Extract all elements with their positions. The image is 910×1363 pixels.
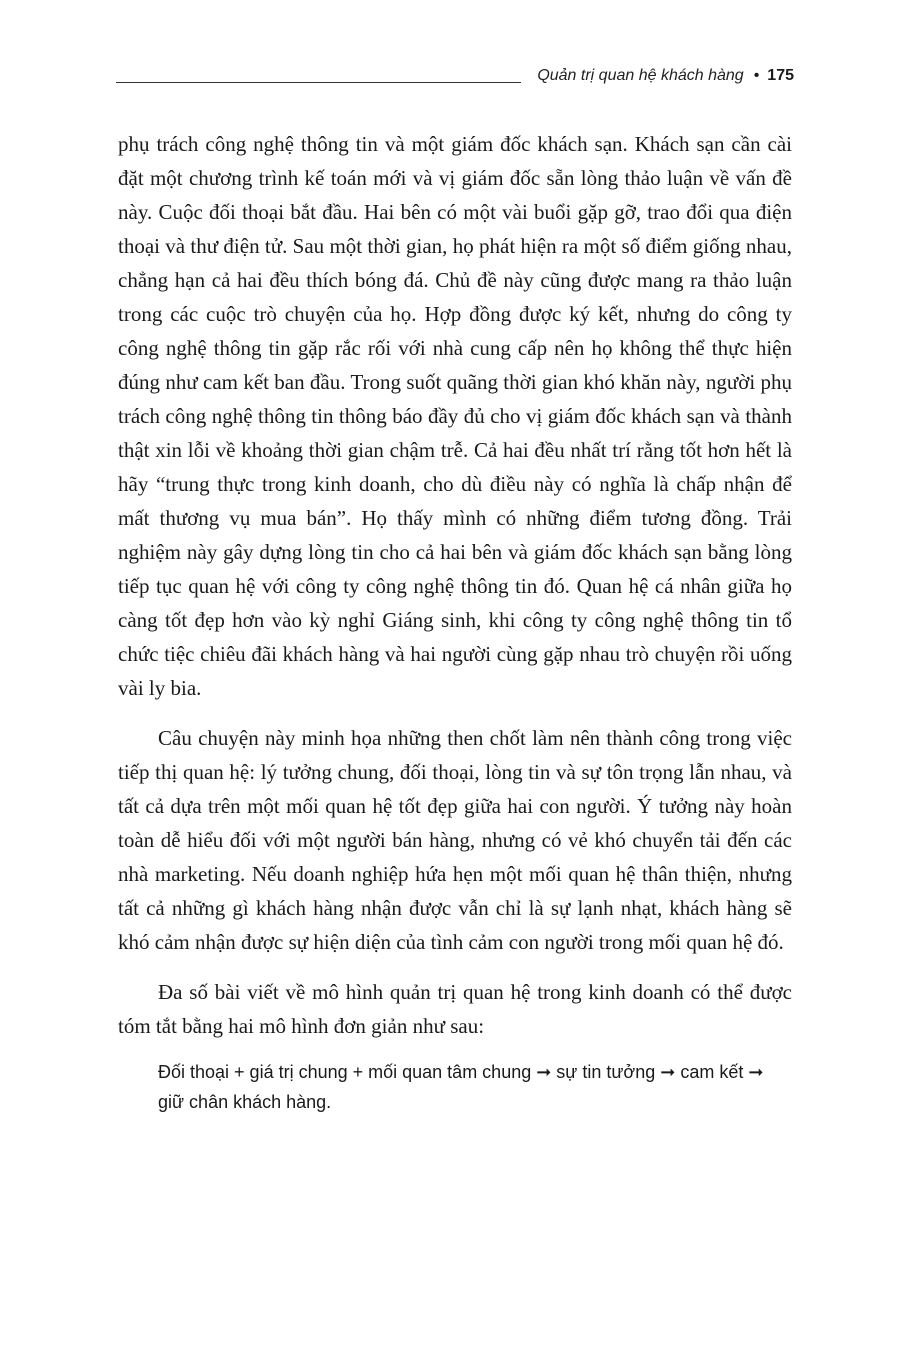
header-rule: [116, 82, 521, 83]
paragraph: Câu chuyện này minh họa những then chốt làm nên thành công trong việc tiếp thị quan hệ: lý tưởng chung, đối thoại, lòng tin và sự tôn trọng lẫn nhau, và tất cả dựa trên một mối quan hệ tốt đẹp giữa hai con người. Ý tưởng này hoàn toàn dễ hiểu đối với một người bán hàng, nhưng có vẻ khó chuyển tải đến các nhà marketing. Nếu doanh nghiệp hứa hẹn một mối quan hệ thân thiện, nhưng tất cả những gì khách hàng nhận được vẫn chỉ là sự lạnh nhạt, khách hàng sẽ khó cảm nhận được sự hiện diện của tình cảm con người trong mối quan hệ đó.: [118, 726, 792, 954]
paragraph: Đa số bài viết về mô hình quản trị quan hệ trong kinh doanh có thể được tóm tắt bằng hai mô hình đơn giản như sau:: [118, 980, 792, 1038]
body-text: [118, 127, 792, 1117]
page-number: 175: [767, 67, 794, 84]
paragraph: phụ trách công nghệ thông tin và một giám đốc khách sạn. Khách sạn cần cài đặt một chương trình kế toán mới và vị giám đốc sẵn lòng thảo luận về vấn đề này. Cuộc đối thoại bắt đầu. Hai bên có một vài buổi gặp gỡ, trao đổi qua điện thoại và thư điện tử. Sau một thời gian, họ phát hiện ra một số điểm giống nhau, chẳng hạn cả hai đều thích bóng đá. Chủ đề này cũng được mang ra thảo luận trong các cuộc trò chuyện của họ. Hợp đồng được ký kết, nhưng do công ty công nghệ thông tin gặp rắc rối với nhà cung cấp nên họ không thể thực hiện đúng như cam kết ban đầu. Trong suốt quãng thời gian khó khăn này, người phụ trách công nghệ thông tin thông báo đầy đủ cho vị giám đốc khách sạn và thành thật xin lỗi về khoảng thời gian chậm trễ. Cả hai đều nhất trí rằng tốt hơn hết là hãy “trung thực trong kinh doanh, cho dù điều này có nghĩa là chấp nhận để mất thương vụ mua bán”. Họ thấy mình có những điểm tương đồng. Trải nghiệm này gây dựng lòng tin cho cả hai bên và giám đốc khách sạn bằng lòng tiếp tục quan hệ với công ty công nghệ thông tin đó. Quan hệ cá nhân giữa họ càng tốt đẹp hơn vào kỳ nghỉ Giáng sinh, khi công ty công nghệ thông tin tổ chức tiệc chiêu đãi khách hàng và hai người cùng gặp nhau trò chuyện rồi uống vài ly bia.: [118, 132, 792, 700]
model-formula: Đối thoại + giá trị chung + mối quan tâm chung ➞ sự tin tưởng ➞ cam kết ➞ giữ chân khách hàng.: [158, 1062, 764, 1112]
chapter-title: Quản trị quan hệ khách hàng: [537, 67, 744, 84]
header-bullet: •: [753, 67, 760, 84]
running-header: [116, 62, 794, 90]
